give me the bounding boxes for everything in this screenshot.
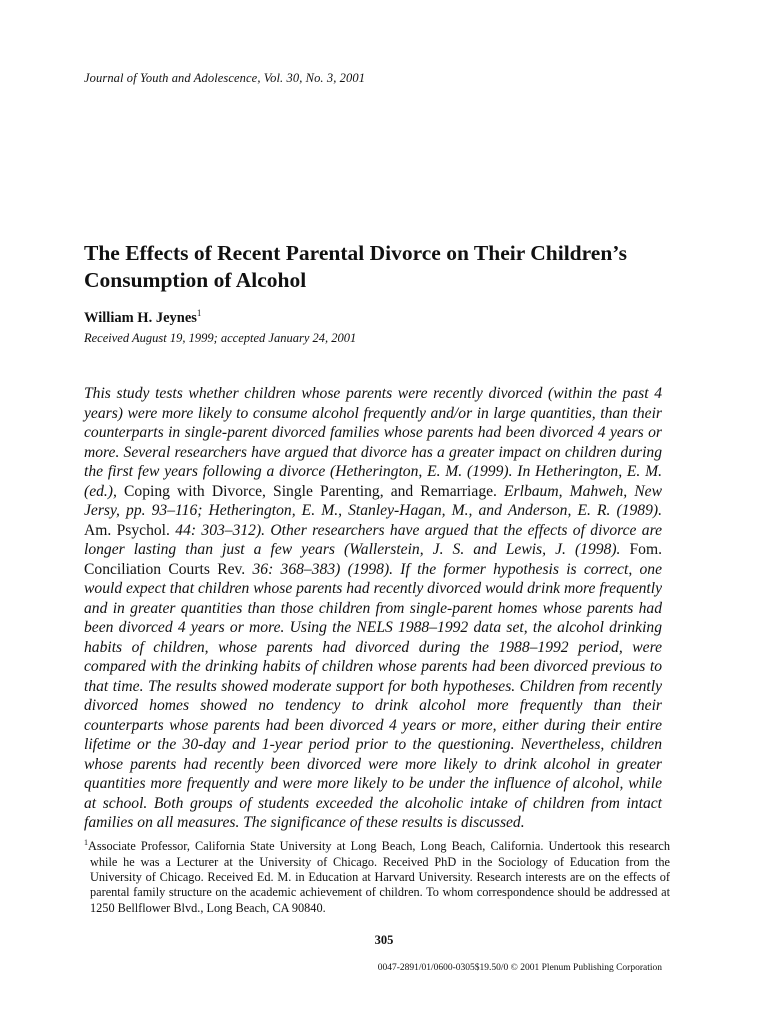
abstract-segment: Erlbaum, Mahweh, New Jersy, pp. 93–116; Hetherington, E. M., Stanley-Hagan, M., and Anderson, E. R. (1989). (84, 482, 662, 519)
abstract-segment: Fom. Conciliation Courts Rev. (84, 541, 662, 578)
author-name: William H. Jeynes (84, 309, 197, 326)
abstract-segment: 36: 368–383) (1998). If the former hypothesis is correct, one would expect that children whose parents had recently divorced would drink more frequently and in greater quantities than those children from single-parent homes whose parents had been divorced 4 years or more. Using the NELS 1988–1992 data set, the alcohol drinking habits of children, whose parents had divorced during the 1988–1992 period, were compared with the drinking habits of children whose parents had been divorced previous to that time. The results showed moderate support for both hypotheses. Children from recently divorced homes showed no tendency to drink alcohol more frequently than their counterparts whose parents had been divorced 4 years or more, either during their entire lifetime or the 30-day and 1-year period prior to the questioning. Nevertheless, children whose parents had recently been divorced were more likely to drink alcohol in greater quantities more frequently and were more likely to be under the influence of alcohol, while at school. Both groups of students exceeded the alcoholic intake of children from intact families on all measures. The significance of these results is discussed. (84, 560, 662, 831)
journal-header: Journal of Youth and Adolescence, Vol. 30, No. 3, 2001 (84, 71, 366, 85)
author-line (84, 308, 201, 327)
abstract (84, 384, 662, 833)
abstract-segment: 44: 303–312). Other researchers have argued that the effects of divorce are longer lasting than just a few years (Wallerstein, J. S. and Lewis, J. (1998). (84, 521, 663, 558)
footnote-marker: 1 (84, 838, 88, 847)
footnote-text: Associate Professor, California State University at Long Beach, Long Beach, California. Undertook this research while he was a Lecturer at the University of Chicago. Received PhD in the Sociology of Education from the University of Chicago. Received Ed. M. in Education at Harvard University. Research interests are on the effects of parental family structure on the academic achievement of children. To whom correspondence should be addressed at 1250 Bellflower Blvd., Long Beach, CA 90840. (88, 839, 670, 915)
article-title: The Effects of Recent Parental Divorce on Their Children’s Consumption of Alcohol (84, 241, 628, 292)
abstract-segment: Coping with Divorce, Single Parenting, and Remarriage. (124, 482, 505, 500)
copyright-line: 0047-2891/01/0600-0305$19.50/0 © 2001 Plenum Publishing Corporation (377, 963, 662, 973)
author-footnote-marker[interactable]: 1 (196, 308, 202, 318)
received-dates: Received August 19, 1999; accepted January 24, 2001 (84, 331, 357, 345)
author-footnote (84, 835, 670, 916)
page-number: 305 (374, 933, 394, 947)
abstract-segment: Am. Psychol. (84, 521, 176, 539)
abstract-segment: This study tests whether children whose parents were recently divorced (within the past 4 years) were more likely to consume alcohol frequently and/or in large quantities, than their counterparts in single-parent divorced families whose parents had been divorced 4 years or more. Several researchers have argued that divorce has a greater impact on children during the first few years following a divorce (Hetherington, E. M. (1999). In Hetherington, E. M. (ed.), (84, 385, 662, 500)
